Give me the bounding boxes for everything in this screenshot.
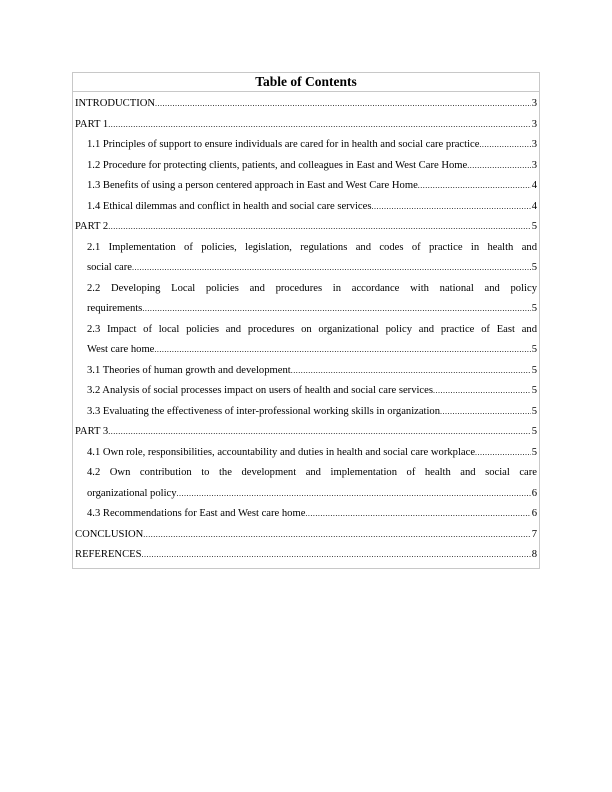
toc-entry[interactable] [73,279,539,320]
toc-entry[interactable] [73,463,539,504]
toc-entry-text: 3.3 Evaluating the effectiveness of inter-professional working skills in organization [87,405,441,417]
dot-leader [155,94,531,115]
toc-page-number: 3 [531,98,537,109]
toc-entry-text-line1: 2.3 Impact of local policies and procedures on organizational policy and practice of East and [87,323,537,335]
dot-leader [475,443,531,464]
dot-leader [467,156,530,177]
toc-page-number: 5 [531,426,537,437]
toc-entry[interactable] [73,422,539,443]
dot-leader [433,381,531,402]
dot-leader [305,504,530,525]
toc-entry[interactable] [73,135,539,156]
toc-entry-text: INTRODUCTION [75,98,156,109]
toc-page-number: 3 [531,159,537,171]
toc-entry[interactable] [73,443,539,464]
toc-entry-text-line1: 2.1 Implementation of policies, legislation, regulations and codes of practice in health and [87,241,537,253]
toc-entry[interactable] [73,238,539,279]
toc-entry-text-line1: 2.2 Developing Local policies and procedures in accordance with national and policy [87,282,537,294]
toc-entry[interactable] [73,217,539,238]
toc-page-number: 5 [531,405,537,417]
toc-page-number: 5 [531,303,537,314]
toc-page-number: 6 [531,508,537,519]
toc-entry[interactable] [73,176,539,197]
toc-page-number: 5 [531,385,537,396]
toc-entry-text: 4.3 Recommendations for East and West care home [87,508,306,519]
toc-entry[interactable] [73,94,539,115]
dot-leader [132,258,531,279]
toc-page-number: 7 [531,528,537,540]
toc-entry[interactable] [73,197,539,218]
dot-leader [418,176,531,197]
dot-leader [177,484,531,505]
toc-entry-text: 1.2 Procedure for protecting clients, patients, and colleagues in East and West Care Home [87,159,468,171]
toc-title: Table of Contents [73,73,539,92]
toc-entry-text: 4.1 Own role, responsibilities, accountability and duties in health and social care workplace [87,446,476,458]
toc-page-number: 6 [531,487,537,499]
toc-entry-text-line2: organizational policy [87,487,177,499]
table-of-contents [72,72,540,569]
toc-page-number: 3 [531,118,537,130]
toc-page-number: 3 [531,139,537,150]
toc-entry-text: 1.1 Principles of support to ensure individuals are cared for in health and social care practice [87,139,480,150]
toc-entry-text: CONCLUSION [75,528,144,540]
toc-entry[interactable] [73,115,539,136]
toc-entry-text: 3.2 Analysis of social processes impact on users of health and social care services [87,385,433,396]
dot-leader [371,197,530,218]
dot-leader [154,340,530,361]
toc-page-number: 8 [531,549,537,560]
toc-entry-text: REFERENCES [75,549,142,560]
dot-leader [108,422,530,443]
toc-entry-text: PART 2 [75,221,109,232]
toc-entry[interactable] [73,525,539,546]
toc-entry-text: PART 1 [75,118,109,130]
dot-leader [479,135,530,156]
toc-entry[interactable] [73,381,539,402]
dot-leader [291,361,531,382]
dot-leader [108,115,530,136]
toc-list [73,92,539,566]
toc-entry[interactable] [73,361,539,382]
toc-page-number: 5 [531,262,537,273]
dot-leader [142,545,531,566]
toc-entry[interactable] [73,504,539,525]
toc-page-number: 4 [531,200,537,212]
toc-entry-text-line2: requirements [87,303,143,314]
toc-entry-text: 1.3 Benefits of using a person centered approach in East and West Care Home [87,180,418,191]
toc-page-number: 5 [531,364,537,376]
toc-page-number: 5 [531,344,537,355]
dot-leader [440,402,531,423]
toc-page-number: 4 [531,180,537,191]
toc-entry-text: 3.1 Theories of human growth and development [87,364,291,376]
toc-entry-text-line2: West care home [87,344,155,355]
toc-page-number: 5 [531,221,537,232]
toc-entry-text: 1.4 Ethical dilemmas and conflict in health and social care services [87,200,372,212]
toc-entry-text-line2: social care [87,262,132,273]
toc-entry-text-line1: 4.2 Own contribution to the development and implementation of health and social care [87,467,537,478]
toc-entry[interactable] [73,156,539,177]
toc-page-number: 5 [531,446,537,458]
dot-leader [142,299,530,320]
toc-entry[interactable] [73,320,539,361]
toc-entry-text: PART 3 [75,426,109,437]
toc-entry[interactable] [73,545,539,566]
dot-leader [108,217,530,238]
dot-leader [143,525,530,546]
toc-entry[interactable] [73,402,539,423]
